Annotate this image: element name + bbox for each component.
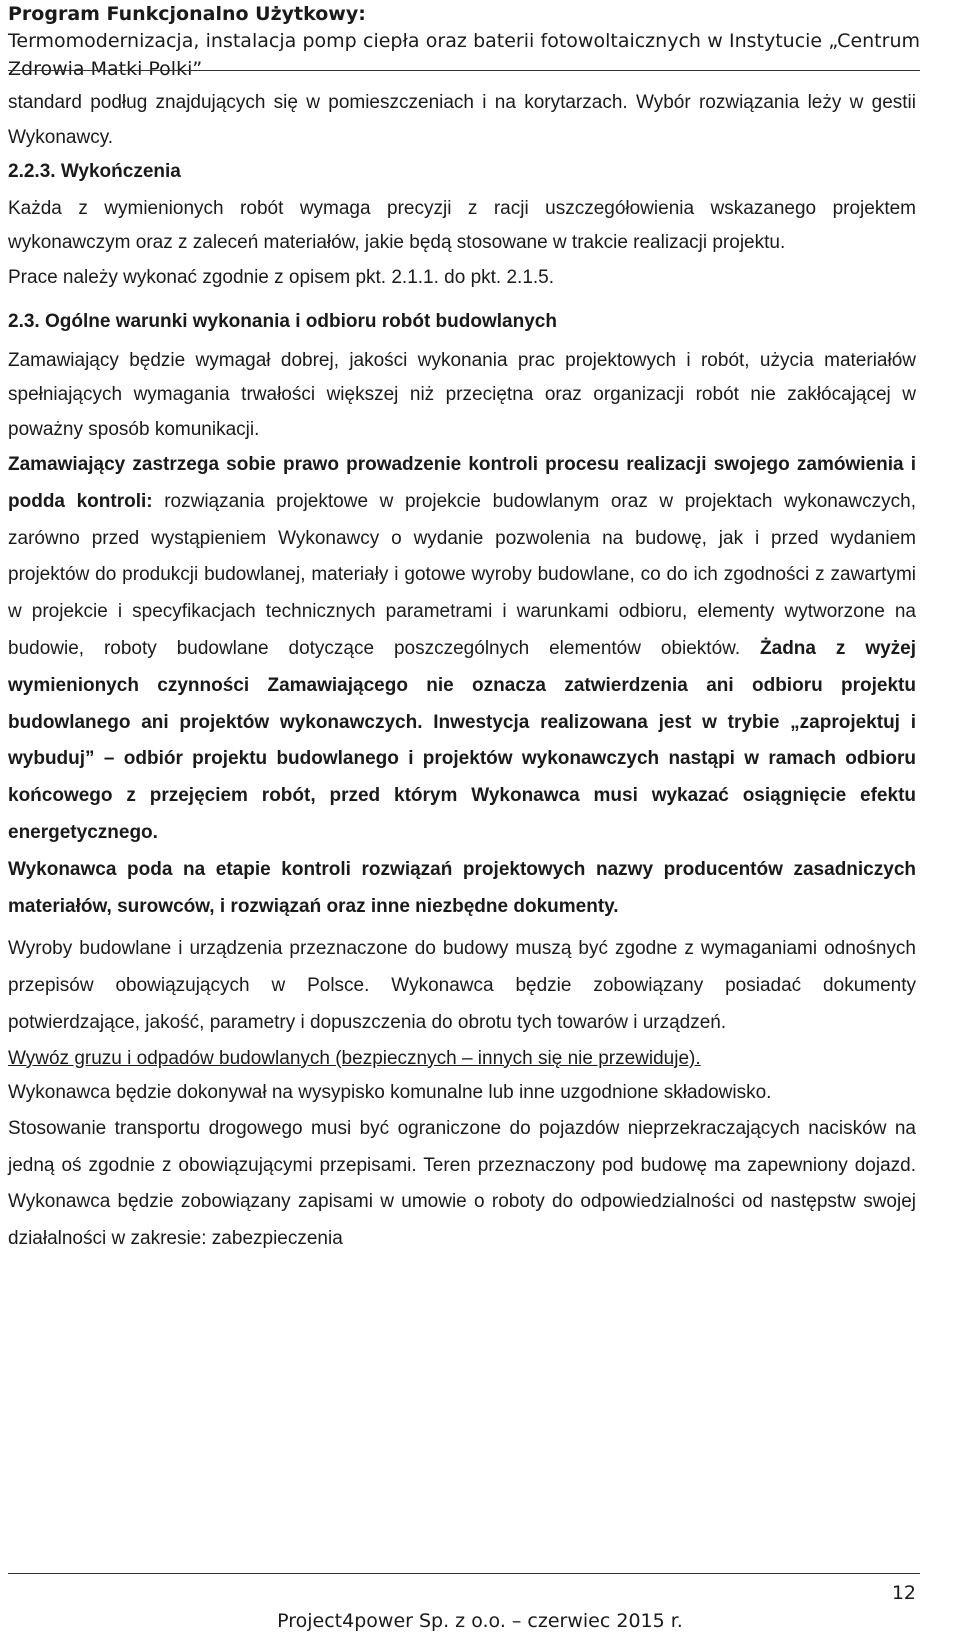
kontrola-bold-intro: Zamawiający zastrzega sobie prawo prowadzenie kontroli procesu realizacji swojego zamówienia i podda kontroli: [8,454,916,512]
header-subtitle: Termomodernizacja, instalacja pomp ciepła oraz baterii fotowoltaicznych w Instytucie „Centrum Zdrowia Matki Polki” [8,30,920,80]
footer-divider [8,1573,920,1574]
page-number: 12 [891,1582,916,1604]
paragraph-wywoz [8,1042,916,1111]
kontrola-text: rozwiązania projektowe w projekcie budowlanym oraz w projektach wykonawczych, zarówno przed wystąpieniem Wykonawcy o wydanie pozwolenia na budowę, jak i przed wydaniem projektów do produkcji budowlanej, materiały i gotowe wyroby budowlane, co do ich zgodności z zawartymi w projekcie i specyfikacjach technicznych parametrami i warunkami odbioru, elementy wytworzone na budowie, roboty budowlane dotyczące poszczególnych elementów obiektów. [8,490,916,659]
footer-text: Project4power Sp. z o.o. – czerwiec 2015 r. [277,1610,683,1632]
document-body [8,86,916,1258]
heading-2-2-3: 2.2.3. Wykończenia [8,161,181,182]
wywoz-rest: Wykonawca będzie dokonywał na wysypisko komunalne lub inne uzgodnione składowisko. [8,1082,772,1104]
paragraph-prace: Prace należy wykonać zgodnie z opisem pkt. 2.1.1. do pkt. 2.1.5. [8,266,555,288]
paragraph-kontrola [8,447,916,852]
wywoz-underlined: Wywóz gruzu i odpadów budowlanych (bezpiecznych – innych się nie przewiduje). [8,1047,701,1069]
paragraph-transport: Stosowanie transportu drogowego musi być ograniczone do pojazdów nieprzekraczających nacisków na jedną oś zgodnie z obowiązującymi przepisami. Teren przeznaczony pod budowę ma zapewniony dojazd. Wykonawca będzie zobowiązany zapisami w umowie o roboty do odpowiedzialności od następstw swojej działalności w zakresie: zabezpieczenia [8,1117,916,1250]
paragraph-wykonczenia: Każda z wymienionych robót wymaga precyzji z racji uszczegółowienia wskazanego projektem wykonawczym oraz z zaleceń materiałów, jakie będą stosowane w trakcie realizacji projektu. [8,197,916,253]
kontrola-bold-outro: Żadna z wyżej wymienionych czynności Zamawiającego nie oznacza zatwierdzenia ani odbioru projektu budowlanego ani projektów wykonawczych. Inwestycja realizowana jest w trybie „zaprojektuj i wybuduj” – odbiór projektu budowlanego i projektów wykonawczych nastąpi w ramach odbioru końcowego z przejęciem robót, przed którym Wykonawca musi wykazać osiągnięcie efektu energetycznego. [8,637,917,843]
header-title: Program Funkcjonalno Użytkowy: [8,3,366,25]
paragraph-standard: standard podług znajdujących się w pomieszczeniach i na korytarzach. Wybór rozwiązania leży w gestii Wykonawcy. [8,92,916,148]
heading-2-3: 2.3. Ogólne warunki wykonania i odbioru robót budowlanych [8,311,557,332]
paragraph-zamawiajacy-wymagal: Zamawiający będzie wymagał dobrej, jakości wykonania prac projektowych i robót, użycia materiałów spełniających wymagania trwałości większej niż przeciętna oraz organizacji robót nie zakłócającej w poważny sposób komunikacji. [8,349,916,440]
header-divider [8,70,920,71]
paragraph-wyroby: Wyroby budowlane i urządzenia przeznaczone do budowy muszą być zgodne z wymaganiami odnośnych przepisów obowiązujących w Polsce. Wykonawca będzie zobowiązany posiadać dokumenty potwierdzające, jakość, parametry i dopuszczenia do obrotu tych towarów i urządzeń. [8,938,916,1033]
paragraph-wykonawca-poda: Wykonawca poda na etapie kontroli rozwiązań projektowych nazwy producentów zasadniczych materiałów, surowców, i rozwiązań oraz inne niezbędne dokumenty. [8,858,916,917]
